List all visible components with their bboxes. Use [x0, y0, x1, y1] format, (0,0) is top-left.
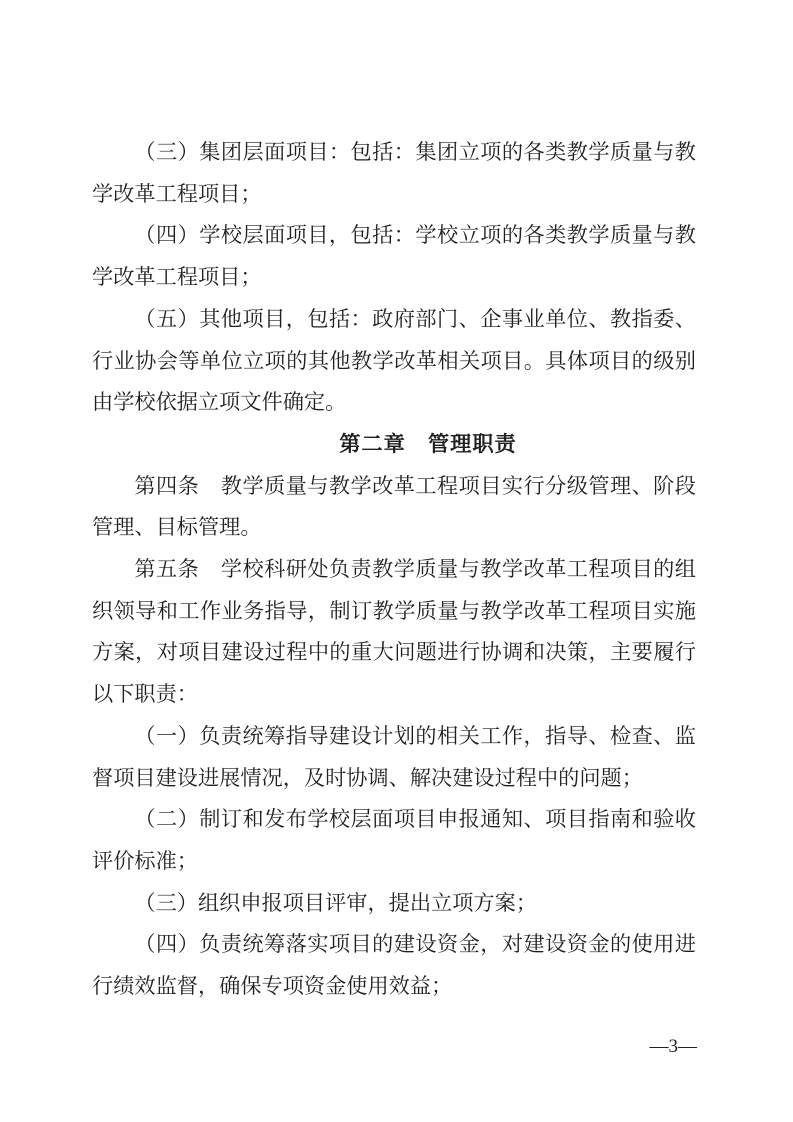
body-line: （三）集团层面项目：包括：集团立项的各类教学质量与教 [134, 140, 696, 164]
body-line: （四）学校层面项目，包括：学校立项的各类教学质量与教 [134, 223, 696, 248]
body-line: 行业协会等单位立项的其他教学改革相关项目。具体项目的级别 [92, 348, 696, 373]
page-number: —3— [649, 1036, 697, 1057]
body-line: 第五条 学校科研处负责教学质量与教学改革工程项目的组 [134, 557, 696, 582]
body-line: 行绩效监督，确保专项资金使用效益； [92, 974, 453, 999]
body-line: （一）负责统筹指导建设计划的相关工作，指导、检查、监 [134, 723, 696, 748]
body-line: 由学校依据立项文件确定。 [92, 390, 347, 415]
body-line: 方案，对项目建设过程中的重大问题进行协调和决策，主要履行 [92, 640, 696, 665]
body-line: 评价标准； [92, 848, 198, 873]
body-line: （五）其他项目，包括：政府部门、企事业单位、教指委、 [134, 306, 696, 331]
document-text-block [92, 132, 696, 1008]
body-line: 督项目建设进展情况，及时协调、解决建设过程中的问题； [92, 765, 643, 790]
body-line: 织领导和工作业务指导，制订教学质量与教学改革工程项目实施 [92, 598, 696, 623]
body-line: 以下职责： [92, 682, 198, 707]
chapter-heading: 第二章 管理职责 [339, 432, 517, 456]
body-line: 第四条 教学质量与教学改革工程项目实行分级管理、阶段 [134, 473, 696, 498]
body-line: 学改革工程项目； [92, 265, 262, 290]
body-line: （三）组织申报项目评审，提出立项方案； [134, 890, 537, 915]
body-line: （四）负责统筹落实项目的建设资金，对建设资金的使用进 [134, 932, 696, 957]
body-line: （二）制订和发布学校层面项目申报通知、项目指南和验收 [134, 807, 696, 832]
body-line: 管理、目标管理。 [92, 515, 262, 540]
body-line: 学改革工程项目； [92, 181, 262, 206]
